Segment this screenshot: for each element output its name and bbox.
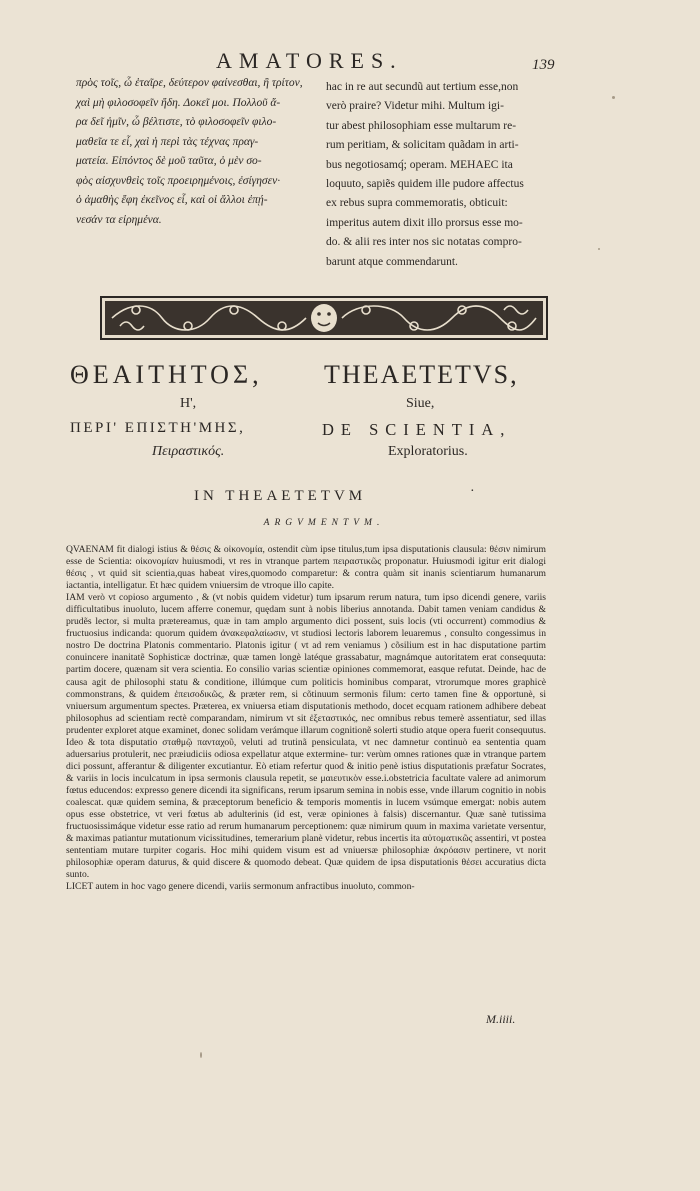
dot-mark-icon: · bbox=[470, 484, 475, 499]
page-number: 139 bbox=[532, 57, 555, 73]
latin-line: do. & alii res inter nos sic notatas compro- bbox=[326, 236, 522, 249]
latin-line: ex rebus supra commemoratis, obticuit: bbox=[326, 197, 508, 210]
latin-title: THEAETETVS, bbox=[324, 360, 519, 389]
greek-title: ΘΕΑΙΤΗΤΟΣ, bbox=[70, 360, 263, 389]
argument-subheading: ARGVMENTVM. bbox=[263, 518, 385, 528]
latin-line: barunt atque commendarunt. bbox=[326, 255, 458, 268]
argument-body bbox=[66, 544, 546, 893]
latin-subtitle: DE SCIENTIA, bbox=[322, 420, 512, 439]
greek-line: πρὸς τοῖς, ὦ ἑταῖρε, δεύτερον φαίνεσθαι, ἢ τρίτον, bbox=[76, 77, 303, 89]
latin-line: imperitus autem dixit illo prorsus esse mo- bbox=[326, 216, 523, 229]
latin-line: hac in re aut secundũ aut tertium esse,non bbox=[326, 81, 519, 93]
running-head: AMATORES. bbox=[216, 48, 403, 73]
greek-line: ρα δεῖ ἡμῖν, ὦ βέλτιστε, τὸ φιλοσοφεῖν φιλο- bbox=[76, 116, 277, 128]
body-paragraph: IAM verò vt copioso argumento , & (vt nobis quidem videtur) tum ipsarum rerum natura, tum ipso dicendi genere, variis difficultatibus inuoluto, lucem afferre conemur, quędam sunt à nobis liberius annotanda. Dabit tamen veniam candidus & prudẽs lector, si multa prætereamus, quæ in tam amplo argumento dici possent, suis locis (vti occurrent) commodius & fructuosius indicanda: quorum quidem ἀνακεφαλαίωσιν, vt studiosi lectoris laborem leuaremus , consulto congessimus in nostro De doctrina Platonis commentario. Platonis igitur ( vt ad rem veniamus ) cõsilium est in hac disputatione partim conuincere inanitatẽ Sophisticæ doctrinæ, quæ tamen longè latéque grassabatur, magnámque autoritatem erat consequuta: partim docere, quænam sit vera scientia. Eo consilio varias scientiæ opiniones commemorat, easque refutat. Deinde, hac de causa agit de philosophi statu & conditione, illúmque cum politicis hominibus comparat, vtrorumque mores graphicè commonstrans, & quidem ἐπεισοδικῶς, & præter rem, si cõtinuum sermonis filum: certo tamen fine & opportunè, si vniuersum argumentum spectes. Præterea, ex vniuersa etiam disputationis methodo, docet ecquam rationem adhibere debeat philosophus ad scientiam rectè comparandam, nimirum vt sit ἐξεταστικός, nec omnibus rebus temerè assentiatur, sed illas prudenter exploret atque examinet, donec solidam verámque illarum cognitionẽ solerti studio atque opera fuerit consequutus. Ideo & tota disputatio σταθμῷ πανταχοῦ, veluti ad trutinã pensiculata, vt nec damnetur continuò ea sententia quam aduersarius protulerit, nec præiudiciis odiosa expellatur atque extermine- tur: verùm omnes rationes quæ in vtranque partem dici possunt, afferantur & diligenter excutiantur. Eò etiam refertur quod & initio penè istius disputationis præfatur Socrates, & variis in locis inculcatum in ipsa sermonis clausula repetit, se μαιευτικὸν esse.i.obstetricia facultate valere ad animorum fœtus educendos: expresso genere dicendi ita significans, rerum ipsarum semina in nobis esse, vnde illarum cognitio in nobis coalescat. quæ quidem semina, & præceptorum beneficio & temporis momentis in lucem vsúmque emergat: nobis autem opus esse obstetrice, vt veri fœtus ab adulterinis (id est, veræ opiniones à falsis) discernantur. Quæ sanè tutissima fructuosissimáque videtur esse ratio ad rerum humanarum perceptionem: quæ nimirum quum in maxima varietate versentur, & maximas patiantur mutationum vicissitudines, temerarium planè videtur, rebus incertis ita αὐτοματικῶς assentiri, vt postea sententiam mutare turpiter cogaris. Hoc mihi quidem visum est ad vniuersæ philosophiæ ἀκρόασιν pertinere, vt norit philosophiæ operam daturus, & quid discere & quomodo debeat. Quæ quidem de ipsa disputationis θέσει accuratius dicta sunto. bbox=[66, 592, 546, 881]
argument-heading: IN THEAETETVM bbox=[194, 488, 367, 504]
latin-line: loquuto, sapiẽs quidem ille pudore affectus bbox=[326, 178, 524, 191]
latin-line: rum peritiam, & solicitam quãdam in arti- bbox=[326, 139, 519, 152]
ornamental-headpiece-icon bbox=[100, 296, 548, 340]
latin-exploratorius: Exploratorius. bbox=[388, 444, 468, 459]
paper-speck bbox=[200, 1052, 202, 1058]
greek-line: χαὶ μὴ φιλοσοφεῖν ἤδη. Δοκεῖ μοι. Πολλοῦ ἄ- bbox=[76, 96, 281, 109]
body-paragraph: LICET autem in hoc vago genere dicendi, variis sermonum anfractibus inuoluto, common- bbox=[66, 881, 415, 893]
greek-line: ὁ ἀμαθὴς ἔφη ἐκεῖνος εἶ, καὶ οἱ ἄλλοι ἐπῄ- bbox=[76, 194, 268, 206]
greek-line: φὸς αἰσχυνθεὶς τοῖς προειρημένοις, ἐσίγησεν· bbox=[76, 174, 281, 187]
greek-line: νεσάν τα εἰρημένα. bbox=[76, 213, 162, 226]
paper-speck bbox=[598, 248, 600, 250]
greek-line: ματεία. Εἰπόντος δὲ μοῦ ταῦτα, ὁ μὲν σο- bbox=[76, 155, 262, 167]
latin-line: bus negotiosamq́; operam. MEHAEC ita bbox=[326, 158, 513, 171]
signature-mark: M.iiii. bbox=[486, 1012, 516, 1026]
greek-line: μαθεῖα τε εἶ, χαὶ ἡ περὶ τὰς τέχνας πραγ- bbox=[76, 135, 259, 148]
greek-subtitle: ΠΕΡΙ' ΕΠΙΣΤΗ'ΜΗΣ, bbox=[70, 420, 246, 436]
paper-speck bbox=[612, 96, 615, 99]
latin-line: tur abest philosophiam esse multarum re- bbox=[326, 119, 517, 132]
greek-column bbox=[76, 74, 316, 230]
latin-siue: Siue, bbox=[406, 396, 435, 411]
latin-line: verò praire? Videtur mihi. Multum igi- bbox=[326, 100, 504, 113]
greek-peirastikos: Πειραστικός. bbox=[152, 444, 225, 459]
latin-column bbox=[326, 78, 558, 272]
greek-eta: Η', bbox=[180, 396, 197, 411]
body-paragraph: QVAENAM fit dialogi istius & θέσις & οἰκονομία, ostendit cùm ipse titulus,tum ipsa disputationis clausula: θέσιν nimirum esse de Scientia: οἰκονομίαν huiusmodi, vt res in vtranque partem πειραστικῶς proponatur. Huiusmodi igitur erit dialogi θέσις , vt quid sit scientia,quas habeat vires,quomodo comparetur: & contra quàm sit inanis scientiarum humanarum iactantia, intelligatur. Et hæc quidem vniuersim de vtroque illo capite. bbox=[66, 544, 546, 592]
